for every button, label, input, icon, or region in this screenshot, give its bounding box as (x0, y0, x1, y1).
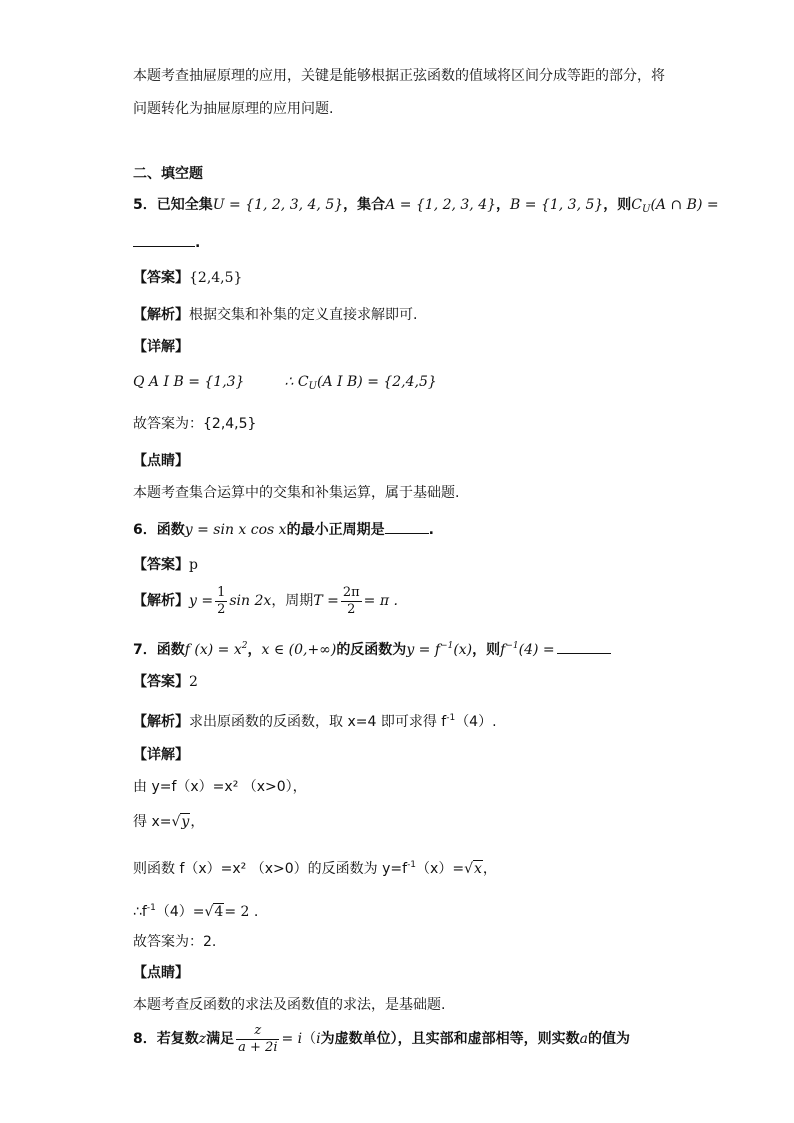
comment-tag: 【点睛】 (133, 965, 189, 981)
analysis-text: 根据交集和补集的定义直接求解即可. (189, 307, 418, 323)
question-text: ，则 (603, 197, 632, 213)
fraction: $\frac{1}{2}$ (217, 584, 226, 617)
math-expression: T = (313, 593, 339, 609)
detail-tag: 【详解】 (133, 747, 189, 763)
question-text: 满足 (206, 1031, 235, 1047)
detail-text: 则函数 f（x）=x² （x>0）的反函数为 y=f (133, 861, 408, 877)
question-7 (133, 636, 611, 660)
question-text: 已知全集 (156, 197, 213, 213)
detail-text: = 2 . (224, 904, 259, 920)
math-expression: B = {1, 3, 5} (510, 197, 604, 213)
answer-value: {2,4,5} (189, 270, 243, 286)
period: . (195, 235, 201, 251)
analysis-line (133, 305, 417, 325)
math-expression: x ∈ (0,+∞) (261, 642, 337, 658)
answer-value: 2 (189, 674, 198, 690)
question-text: （ (302, 1031, 317, 1047)
math-expression: = i (281, 1031, 303, 1047)
sqrt-expression: √4 (204, 904, 224, 920)
fraction: $\frac{2\pi}{2}$ (342, 584, 360, 617)
question-text: 的值为 (588, 1031, 630, 1047)
section-title: 二、填空题 (133, 166, 203, 182)
analysis-text: ，周期 (271, 593, 314, 609)
answer-blank-line (133, 232, 200, 253)
question-5 (133, 195, 719, 220)
comment-tag: 【点睛】 (133, 453, 189, 469)
analysis-text: （4）. (455, 714, 497, 730)
answer-blank (557, 639, 611, 654)
math-expression: = π . (363, 593, 398, 609)
answer-tag: 【答案】 (133, 557, 189, 573)
math-expression: f $(x) = x^2$ (184, 641, 248, 658)
question-number: 7． (133, 642, 157, 658)
answer-value: p (189, 557, 198, 573)
detail-line (133, 855, 497, 879)
math-expression: $f^{-1}(4)$ = (500, 641, 555, 658)
analysis-line (133, 584, 398, 618)
question-text: 的反函数为 (336, 642, 407, 658)
comment-text: 本题考查集合运算中的交集和补集运算，属于基础题. (133, 485, 460, 501)
analysis-tag: 【解析】 (133, 593, 189, 609)
paragraph-line: 问题转化为抽屉原理的应用问题. (133, 101, 334, 117)
answer-tag: 【答案】 (133, 270, 189, 286)
question-text: ，则 (472, 642, 501, 658)
final-answer: 故答案为：2. (133, 934, 217, 950)
question-text: 若复数 (156, 1031, 199, 1047)
detail-line (133, 812, 204, 832)
question-text: 的最小正周期是 (286, 522, 385, 538)
analysis-text: 求出原函数的反函数，取 x=4 即可求得 f (189, 714, 447, 730)
superscript: -1 (407, 860, 417, 870)
detail-text: ∴f (133, 904, 147, 920)
question-number: 5． (133, 197, 157, 213)
question-text: 函数 (156, 642, 185, 658)
question-8 (133, 1022, 630, 1056)
question-number: 6． (133, 522, 157, 538)
math-variable: z (198, 1031, 207, 1047)
sqrt-expression: √y (171, 814, 190, 830)
answer-blank (385, 519, 429, 534)
sqrt-expression: √x (464, 861, 482, 877)
final-answer: 故答案为：{2,4,5} (133, 416, 257, 432)
math-variable: i (316, 1031, 321, 1047)
question-text: 函数 (156, 522, 185, 538)
answer-tag: 【答案】 (133, 674, 189, 690)
question-text: ， (496, 197, 511, 213)
math-expression: ∴ $C_U(A$ I B) = {2,4,5} (284, 374, 437, 392)
analysis-tag: 【解析】 (133, 714, 189, 730)
answer-line (133, 672, 198, 692)
comment-text: 本题考查反函数的求法及函数值的求法，是基础题. (133, 997, 446, 1013)
answer-blank (133, 232, 195, 247)
answer-line (133, 268, 242, 288)
math-expression: y = (189, 593, 214, 609)
detail-line (133, 372, 437, 397)
detail-text: （x）= (416, 861, 465, 877)
question-text: ，集合 (343, 197, 386, 213)
detail-line (133, 898, 258, 922)
detail-text: ， (482, 861, 497, 877)
fraction: $\frac{z}{a + 2i}$ (238, 1022, 278, 1055)
superscript: -1 (146, 903, 156, 913)
detail-tag: 【详解】 (133, 339, 189, 355)
math-expression: y = sin x cos x (184, 522, 287, 538)
answer-line (133, 555, 198, 575)
math-expression: Q A I B = {1,3} (133, 374, 245, 390)
question-text: 为虚数单位），且实部和虚部相等，则实数 (320, 1031, 580, 1047)
paragraph-line: 本题考查抽屉原理的应用，关键是能够根据正弦函数的值域将区间分成等距的部分，将 (133, 68, 665, 84)
superscript: -1 (446, 713, 456, 723)
detail-text: ， (190, 814, 205, 830)
question-text: ， (247, 642, 262, 658)
math-expression: sin 2x (229, 593, 272, 609)
math-variable: a (579, 1031, 588, 1047)
question-6 (133, 519, 434, 540)
period: . (428, 522, 434, 538)
math-expression: U = {1, 2, 3, 4, 5} (212, 197, 344, 213)
math-expression: $C_U(A$ ∩ B) = (631, 197, 719, 215)
math-expression: $y = f^{-1}(x)$ (406, 641, 473, 658)
detail-text: 得 x= (133, 814, 172, 830)
math-expression: A = {1, 2, 3, 4} (385, 197, 497, 213)
detail-line: 由 y=f（x）=x² （x>0）， (133, 779, 307, 795)
question-number: 8． (133, 1031, 157, 1047)
analysis-line (133, 708, 497, 732)
detail-text: （4）= (155, 904, 205, 920)
analysis-tag: 【解析】 (133, 307, 189, 323)
